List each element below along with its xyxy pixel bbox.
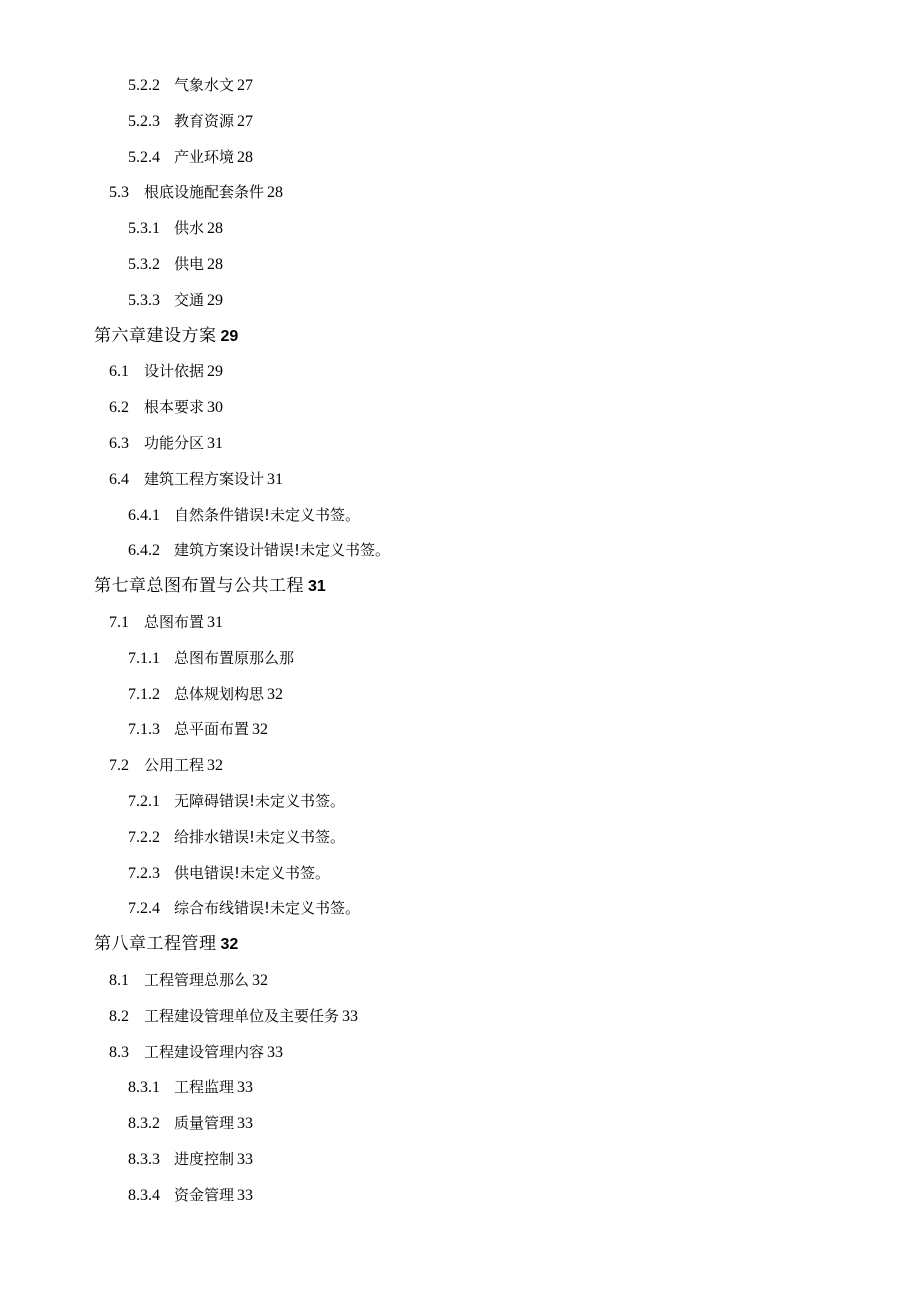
toc-entry-page-number: 33 (237, 1115, 254, 1133)
toc-entry-page-number: 31 (207, 613, 224, 631)
toc-entry-page-number: 29 (207, 291, 224, 309)
toc-entry[interactable] (0, 211, 920, 247)
toc-chapter[interactable] (0, 927, 920, 963)
toc-entry[interactable] (0, 963, 920, 999)
toc-entry-title: 进度控制 (174, 1149, 235, 1168)
toc-entry[interactable] (0, 820, 920, 856)
toc-entry-title: 工程监理 (174, 1078, 235, 1097)
toc-chapter[interactable] (0, 569, 920, 605)
toc-entry-page-number: 33 (237, 1079, 254, 1097)
toc-entry-page-number: 28 (267, 184, 284, 202)
toc-entry[interactable] (0, 784, 920, 820)
toc-entry-number: 7.2.4 (128, 900, 160, 918)
table-of-contents (0, 68, 920, 1214)
toc-entry[interactable] (0, 1035, 920, 1071)
toc-entry-title: 工程建设管理单位及主要任务 (144, 1006, 340, 1025)
toc-entry-title: 教育资源 (174, 111, 235, 130)
toc-entry-number: 5.3.3 (128, 291, 160, 309)
toc-entry[interactable] (0, 533, 920, 569)
toc-entry-number: 8.2 (109, 1007, 129, 1025)
toc-entry-title: 第八章工程管理 (94, 934, 217, 955)
toc-entry-number: 6.4.1 (128, 506, 160, 524)
toc-entry-title: 给排水错误!未定义书签。 (174, 827, 346, 846)
toc-entry[interactable] (0, 999, 920, 1035)
toc-entry-title: 建筑方案设计错误!未定义书签。 (174, 541, 391, 560)
toc-entry-number: 6.3 (109, 434, 129, 452)
toc-entry-page-number: 27 (237, 77, 254, 94)
toc-entry-number: 5.3.2 (128, 255, 160, 273)
toc-entry-title: 供水 (174, 219, 205, 238)
toc-entry-number: 5.2.2 (128, 77, 160, 94)
toc-entry-number: 5.3 (109, 184, 129, 202)
toc-entry-title: 总图布置原那么那 (174, 648, 295, 667)
toc-entry-page-number: 33 (267, 1043, 284, 1061)
toc-entry[interactable] (0, 247, 920, 283)
toc-entry-title: 气象水文 (174, 76, 235, 94)
toc-entry-number: 7.1.2 (128, 685, 160, 703)
toc-entry-title: 总平面布置 (174, 720, 250, 739)
toc-entry-number: 7.1.3 (128, 721, 160, 739)
toc-entry-title: 第七章总图布置与公共工程 (94, 576, 304, 597)
toc-entry-title: 第六章建设方案 (94, 325, 217, 346)
toc-entry-number: 6.1 (109, 363, 129, 381)
toc-entry-number: 6.4.2 (128, 542, 160, 560)
toc-entry-title: 供电 (174, 254, 205, 273)
toc-entry-number: 8.3.4 (128, 1186, 160, 1204)
toc-entry-title: 自然条件错误!未定义书签。 (174, 505, 361, 524)
toc-entry-number: 6.2 (109, 399, 129, 417)
toc-entry-page-number: 27 (237, 112, 254, 130)
toc-entry-number: 8.1 (109, 971, 129, 989)
toc-entry[interactable] (0, 712, 920, 748)
toc-entry-title: 工程管理总那么 (144, 970, 250, 989)
toc-entry-page-number: 32 (252, 971, 269, 989)
toc-entry-number: 8.3.2 (128, 1115, 160, 1133)
toc-entry-title: 总图布置 (144, 612, 205, 631)
toc-entry-title: 无障碍错误!未定义书签。 (174, 791, 346, 810)
toc-entry-title: 供电错误!未定义书签。 (174, 863, 331, 882)
toc-entry-number: 5.2.3 (128, 112, 160, 130)
toc-entry-title: 产业环境 (174, 147, 235, 166)
toc-entry[interactable] (0, 140, 920, 176)
toc-entry[interactable] (0, 641, 920, 677)
toc-entry-page-number: 33 (237, 1186, 254, 1204)
toc-entry[interactable] (0, 462, 920, 498)
toc-entry[interactable] (0, 1178, 920, 1214)
toc-entry[interactable] (0, 677, 920, 713)
toc-entry-page-number: 32 (252, 721, 269, 739)
toc-entry[interactable] (0, 68, 920, 104)
toc-entry[interactable] (0, 605, 920, 641)
toc-entry-number: 7.1 (109, 613, 129, 631)
toc-entry-page-number: 32 (220, 936, 239, 954)
toc-entry[interactable] (0, 856, 920, 892)
toc-entry-page-number: 32 (207, 757, 224, 775)
toc-entry-title: 根本要求 (144, 398, 205, 417)
toc-entry-title: 功能分区 (144, 433, 205, 452)
toc-entry[interactable] (0, 498, 920, 534)
toc-entry[interactable] (0, 1142, 920, 1178)
toc-entry-page-number: 33 (342, 1007, 359, 1025)
toc-entry-number: 5.3.1 (128, 220, 160, 238)
toc-entry-number: 8.3 (109, 1043, 129, 1061)
toc-entry[interactable] (0, 1106, 920, 1142)
toc-entry-page-number: 29 (220, 327, 239, 345)
toc-entry-number: 6.4 (109, 470, 129, 488)
toc-entry-title: 工程建设管理内容 (144, 1042, 265, 1061)
toc-entry[interactable] (0, 748, 920, 784)
toc-entry[interactable] (0, 891, 920, 927)
toc-entry-number: 8.3.1 (128, 1079, 160, 1097)
toc-entry[interactable] (0, 104, 920, 140)
toc-entry-page-number: 31 (207, 434, 224, 452)
toc-entry-page-number: 32 (267, 685, 284, 703)
toc-entry-number: 7.1.1 (128, 649, 160, 667)
toc-entry[interactable] (0, 175, 920, 211)
toc-entry-page-number: 29 (207, 363, 224, 381)
toc-entry-page-number: 31 (267, 470, 284, 488)
toc-entry[interactable] (0, 390, 920, 426)
toc-entry-page-number: 28 (237, 148, 254, 166)
toc-entry-title: 综合布线错误!未定义书签。 (174, 899, 361, 918)
toc-chapter[interactable] (0, 319, 920, 355)
toc-entry-title: 根底设施配套条件 (144, 183, 265, 202)
toc-entry-title: 公用工程 (144, 756, 205, 775)
toc-entry[interactable] (0, 1070, 920, 1106)
toc-entry-title: 资金管理 (174, 1185, 235, 1204)
toc-entry-page-number: 28 (207, 220, 224, 238)
toc-entry-title: 质量管理 (174, 1114, 235, 1133)
toc-entry-page-number: 33 (237, 1150, 254, 1168)
toc-entry-title: 建筑工程方案设计 (144, 469, 265, 488)
toc-entry-number: 7.2 (109, 757, 129, 775)
toc-entry-page-number: 28 (207, 255, 224, 273)
toc-entry[interactable] (0, 426, 920, 462)
toc-entry-number: 7.2.2 (128, 828, 160, 846)
toc-entry-number: 5.2.4 (128, 148, 160, 166)
toc-entry[interactable] (0, 354, 920, 390)
toc-entry-page-number: 31 (308, 578, 326, 596)
toc-entry-number: 8.3.3 (128, 1150, 160, 1168)
toc-entry-title: 总体规划构思 (174, 684, 265, 703)
toc-entry-number: 7.2.1 (128, 792, 160, 810)
toc-entry[interactable] (0, 283, 920, 319)
toc-entry-title: 设计依据 (144, 362, 205, 381)
toc-entry-number: 7.2.3 (128, 864, 160, 882)
toc-entry-page-number: 30 (207, 399, 224, 417)
toc-entry-title: 交通 (174, 290, 205, 309)
